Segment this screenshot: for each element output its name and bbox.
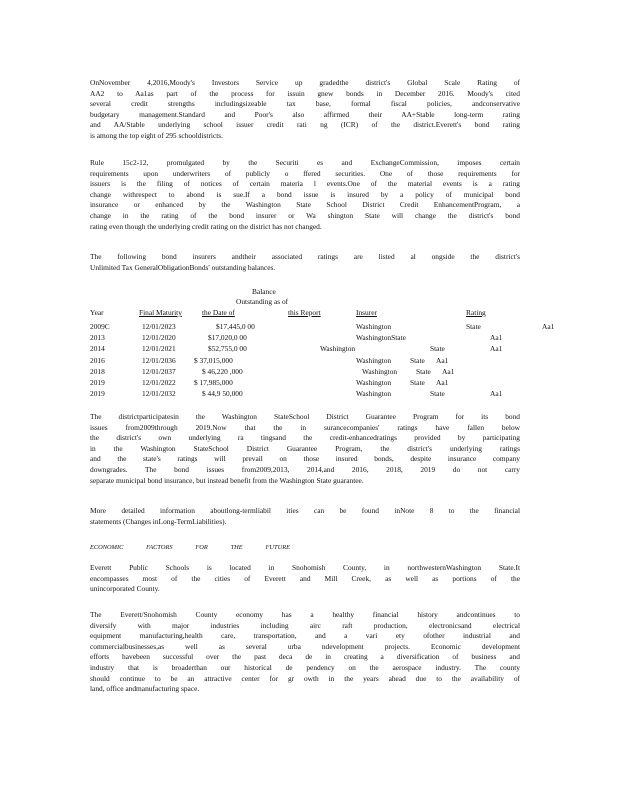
table-row <box>90 322 560 333</box>
cell-rating: Aa1 <box>490 344 503 354</box>
header-rating: Rating <box>466 308 486 317</box>
text-line: statements (Changes inLong-TermLiabilities). <box>90 516 227 526</box>
text-line: downgrades. The bond issues from2009,2013, 2014,and 2016, 2018, 2019 do not carry <box>90 464 520 474</box>
cell-maturity: 12/01/2032 <box>142 389 176 399</box>
header-insurer: Insurer <box>356 308 377 317</box>
cell-insurer: Washington <box>320 344 356 354</box>
text-line: Unlimited Tax GeneralObligationBonds' outstanding balances. <box>90 262 276 272</box>
text-line: OnNovember 4,2016,Moody's Investors Service up gradedthe district's Global Scale Rating of <box>90 78 520 87</box>
text-line: should continue to be an attractive center for gr owth in the years ahead due to the availability of <box>90 673 520 683</box>
header-this-report: this Report <box>288 308 321 317</box>
cell-rating: Aa1 <box>542 322 555 331</box>
text-line: budgetary management.Standard and Poor's also affirmed their AA+Stable long-term rating <box>90 109 520 119</box>
text-line: in the Washington StateSchool District Guarantee Program, the district's underlying ratings <box>90 443 520 453</box>
text-line: encompasses most of the cities of Everett and Mill Creek, as well as portions of the <box>90 573 520 583</box>
cell-maturity: 12/01/2023 <box>142 322 176 331</box>
cell-rating: Aa1 <box>442 366 455 376</box>
table-row <box>90 367 560 378</box>
paragraph-long-term-liabilities <box>90 506 520 527</box>
text-line: issues from2009through 2019.Now that the in surancecompanies' ratings have fallen below <box>90 422 520 432</box>
cell-year: 2018 <box>90 366 105 376</box>
table-row <box>90 333 560 344</box>
cell-insurer: Washington <box>356 377 392 387</box>
cell-insurer-state: State <box>430 389 445 399</box>
section-heading: ECONOMIC FACTORS FOR THE FUTURE <box>90 544 290 551</box>
cell-insurer-state: State <box>416 366 431 376</box>
cell-insurer-state: State <box>410 377 425 387</box>
text-line: insurance or enhanced by the Washington State School District Credit EnhancementProgram, a <box>90 200 520 210</box>
cell-insurer: Washington <box>356 389 392 399</box>
cell-maturity: 12/01/2037 <box>142 366 176 376</box>
cell-maturity: 12/01/2022 <box>142 377 176 387</box>
paragraph-moodys-rating <box>90 78 520 142</box>
cell-insurer: WashingtonState <box>356 333 406 343</box>
cell-rating: Aa1 <box>490 333 503 343</box>
cell-rating: Aa1 <box>490 389 503 399</box>
text-line: The Everett/Snohomish County economy has a healthy financial history andcontinues to <box>90 610 520 619</box>
text-line: The districtparticipatesin the Washington StateSchool District Guarantee Program for its bond <box>90 412 520 421</box>
text-line: diversify with major industries including airc raft production, electronicsand electrical <box>90 620 520 630</box>
cell-balance: $ 17,985,000 <box>194 377 233 387</box>
cell-balance: $17,020,0 00 <box>208 333 247 343</box>
paragraph-bond-insurers-intro <box>90 252 520 273</box>
cell-balance: $ 46,220 ,000 <box>202 366 243 376</box>
header-outstanding-as-of: Outstanding as of <box>236 297 289 306</box>
cell-insurer: Washington <box>356 355 392 365</box>
text-line: is among the top eight of 295 schooldistricts. <box>90 130 224 140</box>
header-date-of: the Date of <box>202 308 235 317</box>
table-row <box>90 389 560 400</box>
cell-balance: $ 44,9 50,000 <box>202 389 243 399</box>
cell-insurer-state: State <box>430 344 445 354</box>
cell-year: 2019 <box>90 389 105 399</box>
text-line: the district's own underlying ra tingsand the credit-enhancedratings provided by participating <box>90 433 520 443</box>
text-line: More detailed information aboutlong-termliabil ities can be found inNote 8 to the financial <box>90 506 520 515</box>
paragraph-guarantee-program <box>90 412 520 486</box>
cell-rating: Aa1 <box>436 377 449 387</box>
text-line: separate municipal bond insurance, but instead benefit from the Washington State guarantee. <box>90 475 364 485</box>
paragraph-economy <box>90 610 520 695</box>
header-final-maturity: Final Maturity <box>139 308 182 317</box>
cell-maturity: 12/01/2036 <box>142 355 176 365</box>
cell-year: 2014 <box>90 344 105 354</box>
bond-table-body <box>90 322 560 400</box>
text-line: commercialbusinesses,as well as several urba ndevelopment projects. Economic development <box>90 641 520 651</box>
table-row <box>90 356 560 367</box>
cell-insurer-state: State <box>466 322 481 331</box>
table-row <box>90 344 560 355</box>
text-line: Rule 15c2-12, promulgated by the Securiti es and ExchangeCommission, imposes certain <box>90 158 520 167</box>
paragraph-rule-15c2-12 <box>90 158 520 232</box>
text-line: land, office andmanufacturing space. <box>90 684 200 694</box>
cell-insurer: Washington <box>356 322 392 331</box>
cell-year: 2016 <box>90 355 105 365</box>
text-line: issuers is the filing of notices of certain materia l events.One of the material events is a rating <box>90 179 520 189</box>
cell-year: 2013 <box>90 333 105 343</box>
cell-maturity: 12/01/2021 <box>142 344 176 354</box>
text-line: Everett Public Schools is located in Snohomish County, in northwesternWashington State.It <box>90 563 520 572</box>
cell-year: 2009C <box>90 322 110 331</box>
text-line: efforts havebeen successful over the past deca de in creating a diversification of business and <box>90 652 520 662</box>
header-year: Year <box>90 308 104 317</box>
paragraph-location <box>90 563 520 595</box>
cell-balance: $ 37,015,000 <box>194 355 233 365</box>
header-balance: Balance <box>252 287 276 296</box>
cell-insurer: Washington <box>362 366 398 376</box>
table-row <box>90 378 560 389</box>
cell-balance: $17,445,0 00 <box>216 322 255 331</box>
text-line: industry that is broaderthan our historical de pendency on the aerospace industry. The county <box>90 662 520 672</box>
text-line: and AA/Stable underlying school issuer credit rati ng (ICR) of the district.Everett's bond rating <box>90 120 520 130</box>
cell-balance: $52,755,0 00 <box>208 344 247 354</box>
cell-year: 2019 <box>90 377 105 387</box>
text-line: equipment manufacturing,health care, transportation, and a vari ety ofother industrial and <box>90 631 520 641</box>
text-line: rating even though the underlying credit rating on the district has not changed. <box>90 221 322 231</box>
cell-insurer-state: State <box>410 355 425 365</box>
text-line: The following bond insurers andtheir associated ratings are listed al ongside the district's <box>90 252 520 261</box>
text-line: change withrespect to abond is sue.If a bond issue is insured by a policy of municipal bond <box>90 189 520 199</box>
text-line: unincorporated County. <box>90 584 160 594</box>
cell-rating: Aa1 <box>436 355 449 365</box>
text-line: requirements upon underwriters of publicly o ffered securities. One of those requirements for <box>90 168 520 178</box>
text-line: and the state's ratings will prevail on those insured bonds, despite insurance company <box>90 454 520 464</box>
text-line: several credit strengths includingsizeable tax base, formal fiscal policies, andconservative <box>90 99 520 109</box>
cell-maturity: 12/01/2020 <box>142 333 176 343</box>
text-line: AA2 to Aa1as part of the process for issuin gnew bonds in December 2016. Moody's cited <box>90 88 520 98</box>
text-line: change in the rating of the bond insurer or Wa shington State will change the district's bond <box>90 210 520 220</box>
